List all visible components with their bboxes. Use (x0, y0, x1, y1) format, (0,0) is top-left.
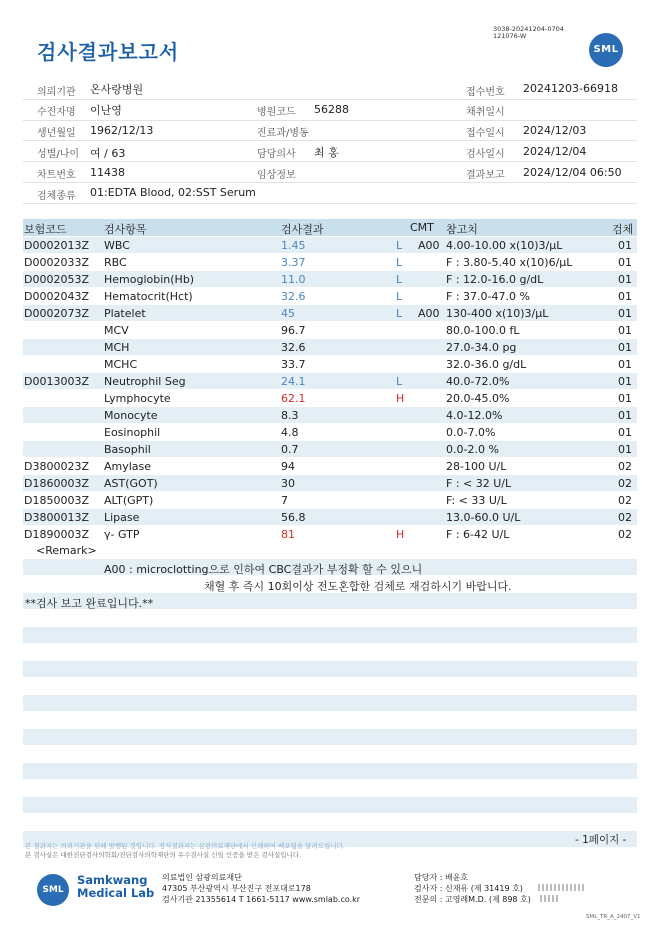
remark-label: <Remark> (36, 544, 97, 557)
cell-spec: 01 (618, 426, 632, 439)
cell-ref: 13.0-60.0 U/L (446, 511, 521, 524)
cell-spec: 01 (618, 307, 632, 320)
cell-spec: 01 (618, 273, 632, 286)
cell-ref: 0.0-7.0% (446, 426, 496, 439)
cell-ref: 130-400 x(10)3/μL (446, 307, 549, 320)
cell-result: 8.3 (281, 409, 299, 422)
header-code: 보험코드 (24, 223, 67, 236)
table-row (0, 339, 655, 356)
footer-notice-2: 본 검사실은 대한진단검사의학회/진단검사의학재단의 우수검사실 신임 인증을 받은 검사실입니다. (25, 851, 302, 859)
cell-result: 81 (281, 528, 295, 541)
report-label: 결과보고 (466, 170, 505, 181)
cell-code: D1890003Z (24, 528, 89, 541)
table-row (0, 424, 655, 441)
cell-spec: 01 (618, 409, 632, 422)
cell-spec: 02 (618, 494, 632, 507)
cell-ref: 0.0-2.0 % (446, 443, 499, 456)
cell-ref: 20.0-45.0% (446, 392, 510, 405)
cell-item: WBC (104, 239, 130, 252)
cell-item: MCV (104, 324, 129, 337)
report-value: 2024/12/04 06:50 (523, 166, 622, 179)
cell-spec: 02 (618, 477, 632, 490)
cell-result: 62.1 (281, 392, 306, 405)
cell-flag: L (396, 256, 403, 269)
document-code (493, 26, 564, 40)
cell-spec: 01 (618, 256, 632, 269)
cell-item: AST(GOT) (104, 477, 158, 490)
sex-age-value: 여 / 63 (90, 147, 126, 160)
cell-ref: F : 3.80-5.40 x(10)6/μL (446, 256, 573, 269)
row-band (23, 661, 637, 677)
birth-label: 생년월일 (37, 128, 76, 139)
lab-address: 47305 부산광역시 부산진구 전포대로178 (162, 884, 311, 893)
divider (23, 161, 637, 162)
cell-ref: F : 12.0-16.0 g/dL (446, 273, 544, 286)
cell-result: 0.7 (281, 443, 299, 456)
cell-spec: 01 (618, 239, 632, 252)
table-row (0, 373, 655, 390)
cell-code: D0002013Z (24, 239, 89, 252)
sml-logo: SML (589, 33, 623, 67)
row-band (23, 729, 637, 745)
table-row (0, 356, 655, 373)
sex-age-label: 성별/나이 (37, 149, 80, 160)
cell-item: Basophil (104, 443, 151, 456)
cell-flag: L (396, 307, 403, 320)
staff-info (414, 872, 531, 905)
cell-item: Eosinophil (104, 426, 161, 439)
header-item: 검사항목 (104, 223, 147, 236)
cell-code: D0013003Z (24, 375, 89, 388)
cell-spec: 01 (618, 290, 632, 303)
table-row (0, 407, 655, 424)
cell-item: Platelet (104, 307, 146, 320)
cell-ref: 32.0-36.0 g/dL (446, 358, 527, 371)
row-band (23, 763, 637, 779)
chart-label: 차트번호 (37, 170, 76, 181)
table-row (0, 492, 655, 509)
specimen-label: 검체종류 (37, 191, 76, 202)
table-row (0, 390, 655, 407)
cell-result: 24.1 (281, 375, 306, 388)
cell-spec: 02 (618, 528, 632, 541)
cell-result: 7 (281, 494, 288, 507)
cell-spec: 01 (618, 341, 632, 354)
table-row (0, 322, 655, 339)
cell-code: D0002043Z (24, 290, 89, 303)
cell-flag: L (396, 290, 403, 303)
table-row (0, 441, 655, 458)
cell-item: Neutrophil Seg (104, 375, 186, 388)
table-row (0, 254, 655, 271)
cell-result: 94 (281, 460, 295, 473)
cell-result: 4.8 (281, 426, 299, 439)
cell-item: Lymphocyte (104, 392, 171, 405)
birth-value: 1962/12/13 (90, 124, 154, 137)
cell-result: 33.7 (281, 358, 306, 371)
cell-ref: F : 6-42 U/L (446, 528, 510, 541)
cell-cmt: A00 (418, 239, 440, 252)
lab-info (162, 872, 360, 905)
cell-spec: 01 (618, 324, 632, 337)
cell-ref: F : 37.0-47.0 % (446, 290, 530, 303)
institution-label: 의뢰기관 (37, 87, 76, 98)
cell-item: Hematocrit(Hct) (104, 290, 193, 303)
cell-item: γ- GTP (104, 528, 140, 541)
doctor-value: 최 홍 (314, 146, 339, 159)
cell-item: RBC (104, 256, 127, 269)
cell-ref: 4.0-12.0% (446, 409, 503, 422)
remark-line-1: A00 : microclotting으로 인하여 CBC결과가 부정확 할 수 있으니 (104, 563, 423, 576)
cell-item: MCH (104, 341, 130, 354)
patient-value: 이난영 (90, 104, 122, 117)
sml-footer-logo: SML (37, 874, 69, 906)
receipt-no-label: 접수번호 (466, 87, 505, 98)
divider (23, 182, 637, 183)
document-code-line-1: 3038-20241204-0704 (493, 25, 564, 33)
divider (23, 120, 637, 121)
cell-flag: L (396, 239, 403, 252)
staff-manager: 담당자 : 배윤호 (414, 873, 469, 882)
table-row (0, 305, 655, 322)
cell-code: D1850003Z (24, 494, 89, 507)
remark-line-2: 채혈 후 즉시 10회이상 전도혼합한 검체로 재검하시기 바랍니다. (204, 580, 512, 593)
table-row (0, 475, 655, 492)
row-band (23, 695, 637, 711)
document-code-line-2: 121076-W (493, 32, 527, 40)
cell-ref: 40.0-72.0% (446, 375, 510, 388)
row-band (23, 627, 637, 643)
cell-item: Lipase (104, 511, 140, 524)
cell-item: MCHC (104, 358, 138, 371)
staff-tester: 검사자 : 신재유 (제 31419 호) (414, 884, 523, 893)
cell-result: 11.0 (281, 273, 306, 286)
cell-flag: L (396, 273, 403, 286)
hospital-code-label: 병원코드 (257, 107, 296, 118)
cell-result: 30 (281, 477, 295, 490)
clinical-label: 임상정보 (257, 170, 296, 181)
cell-code: D3800013Z (24, 511, 89, 524)
lab-name-line-2: Medical Lab (77, 886, 155, 900)
test-date-value: 2024/12/04 (523, 145, 587, 158)
divider (23, 203, 637, 204)
cell-result: 32.6 (281, 290, 306, 303)
cell-ref: F : < 32 U/L (446, 477, 512, 490)
cell-result: 96.7 (281, 324, 306, 337)
report-title: 검사결과보고서 (37, 40, 180, 64)
signature-mark (538, 884, 586, 891)
dept-label: 진료과/병동 (257, 128, 309, 139)
cell-ref: 4.00-10.00 x(10)3/μL (446, 239, 563, 252)
receipt-date-label: 접수일시 (466, 128, 505, 139)
institution-value: 온사랑병원 (90, 83, 144, 96)
cell-item: ALT(GPT) (104, 494, 154, 507)
page-number: - 1페이지 - (575, 834, 627, 846)
header-ref: 참고치 (446, 223, 478, 236)
table-row (0, 237, 655, 254)
table-row (0, 271, 655, 288)
cell-code: D0002033Z (24, 256, 89, 269)
cell-flag: L (396, 375, 403, 388)
cell-spec: 02 (618, 460, 632, 473)
table-row (0, 526, 655, 543)
signature-mark (540, 895, 560, 902)
cell-flag: H (396, 392, 405, 405)
report-complete: **검사 보고 완료입니다.** (25, 597, 154, 610)
cell-code: D3800023Z (24, 460, 89, 473)
form-code: SML_TR_A_2407_V1 (586, 914, 641, 920)
row-band (23, 797, 637, 813)
test-date-label: 검사일시 (466, 149, 505, 160)
cell-ref: 27.0-34.0 pg (446, 341, 517, 354)
receipt-date-value: 2024/12/03 (523, 124, 587, 137)
cell-result: 3.37 (281, 256, 306, 269)
lab-contact: 검사기관 21355614 T 1661-5117 www.smlab.co.kr (162, 895, 361, 904)
footer-notice-1: 본 결과지는 의뢰기관을 위해 발행된 것입니다. 정식결과지는 삼광의료재단에서 인쇄하여 배포됨을 알려드립니다. (25, 842, 345, 850)
header-spec: 검체 (612, 223, 634, 236)
cell-result: 56.8 (281, 511, 306, 524)
cell-code: D1860003Z (24, 477, 89, 490)
patient-label: 수진자명 (37, 107, 76, 118)
divider (23, 99, 637, 100)
cell-item: Monocyte (104, 409, 158, 422)
header-cmt: CMT (410, 221, 434, 234)
table-row (0, 288, 655, 305)
specimen-value: 01:EDTA Blood, 02:SST Serum (90, 186, 256, 199)
cell-flag: H (396, 528, 405, 541)
receipt-no-value: 20241203-66918 (523, 82, 618, 95)
collection-label: 채취일시 (466, 107, 505, 118)
header-result: 검사결과 (281, 223, 324, 236)
cell-spec: 02 (618, 511, 632, 524)
cell-spec: 01 (618, 358, 632, 371)
cell-item: Hemoglobin(Hb) (104, 273, 195, 286)
cell-result: 32.6 (281, 341, 306, 354)
lab-org: 의료법인 삼광의료재단 (162, 873, 242, 882)
staff-specialist: 전문의 : 고영례M.D. (제 898 호) (414, 895, 531, 904)
cell-ref: 28-100 U/L (446, 460, 507, 473)
lab-name-line-1: Samkwang (77, 873, 148, 887)
cell-cmt: A00 (418, 307, 440, 320)
cell-spec: 01 (618, 375, 632, 388)
table-row (0, 509, 655, 526)
cell-ref: F: < 33 U/L (446, 494, 507, 507)
cell-ref: 80.0-100.0 fL (446, 324, 520, 337)
cell-code: D0002073Z (24, 307, 89, 320)
chart-value: 11438 (90, 166, 125, 179)
divider (23, 140, 637, 141)
lab-name (77, 874, 154, 900)
cell-result: 1.45 (281, 239, 306, 252)
table-row (0, 458, 655, 475)
cell-spec: 01 (618, 392, 632, 405)
cell-code: D0002053Z (24, 273, 89, 286)
cell-item: Amylase (104, 460, 152, 473)
doctor-label: 담당의사 (257, 149, 296, 160)
hospital-code-value: 56288 (314, 103, 349, 116)
cell-spec: 01 (618, 443, 632, 456)
cell-result: 45 (281, 307, 295, 320)
